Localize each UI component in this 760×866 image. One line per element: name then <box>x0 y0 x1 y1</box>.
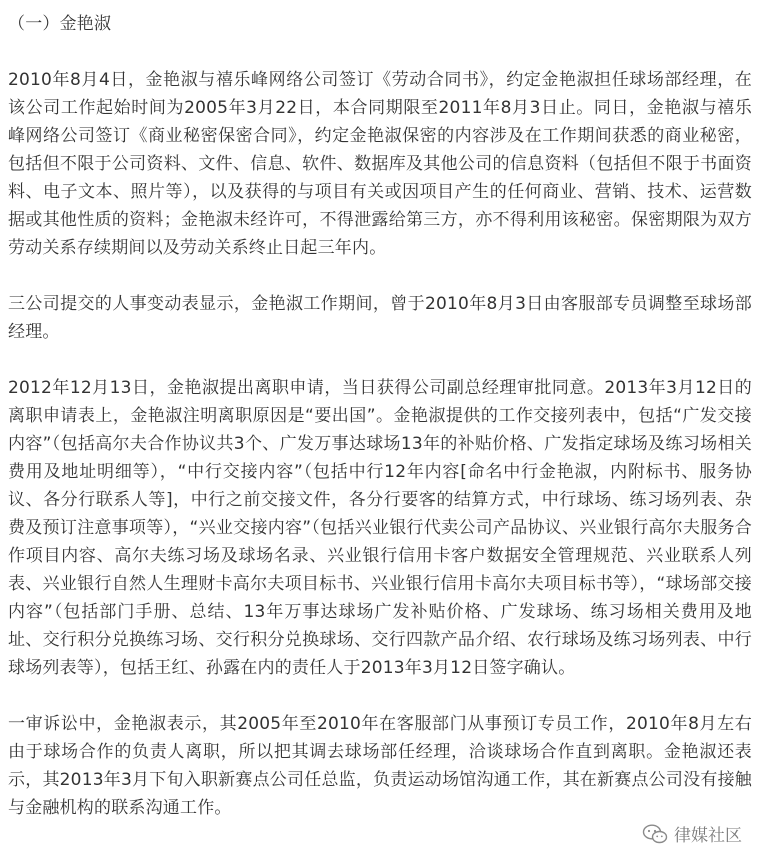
watermark <box>638 819 746 848</box>
article-body <box>8 10 752 822</box>
section-heading: （一）金艳淑 <box>8 14 112 34</box>
paragraph-first-instance: 一审诉讼中，金艳淑表示，其2005年至2010年在客服部门从事预订专员工作，2010年8月左右由于球场合作的负责人离职，所以把其调去球场部任经理，洽谈球场合作直到离职。金艳淑还表示，其2013年3月下旬入职新赛点公司任总监，负责运动场馆沟通工作，其在新赛点公司没有接触与金融机构的联系沟通工作。 <box>8 714 752 818</box>
paragraph-contract: 2010年8月4日，金艳淑与禧乐峰网络公司签订《劳动合同书》，约定金艳淑担任球场部经理，在该公司工作起始时间为2005年3月22日，本合同期限至2011年8月3日止。同日，金艳淑与禧乐峰网络公司签订《商业秘密保密合同》，约定金艳淑保密的内容涉及在工作期间获悉的商业秘密，包括但不限于公司资料、文件、信息、软件、数据库及其他公司的信息资料（包括但不限于书面资料、电子文本、照片等），以及获得的与项目有关或因项目产生的任何商业、营销、技术、运营数据或其他性质的资料；金艳淑未经许可，不得泄露给第三方，亦不得利用该秘密。保密期限为双方劳动关系存续期间以及劳动关系终止日起三年内。 <box>8 70 752 258</box>
paragraph-resignation: 2012年12月13日，金艳淑提出离职申请，当日获得公司副总经理审批同意。2013年3月12日的离职申请表上，金艳淑注明离职原因是“要出国”。金艳淑提供的工作交接列表中，包括“广发交接内容”（包括高尔夫合作协议共3个、广发万事达球场13年的补贴价格、广发指定球场及练习场相关费用及地址明细等），“中行交接内容”（包括中行12年内容[命名中行金艳淑，内附标书、服务协议、各分行联系人等]，中行之前交接文件，各分行要客的结算方式，中行球场、练习场列表、杂费及预订注意事项等），“兴业交接内容”（包括兴业银行代卖公司产品协议、兴业银行高尔夫服务合作项目内容、高尔夫练习场及球场名录、兴业银行信用卡客户数据安全管理规范、兴业联系人列表、兴业银行自然人生理财卡高尔夫项目标书、兴业银行信用卡高尔夫项目标书等），“球场部交接内容”（包括部门手册、总结、13年万事达球场广发补贴价格、广发球场、练习场相关费用及地址、交行积分兑换练习场、交行积分兑换球场、交行四款产品介绍、农行球场及练习场列表、中行球场列表等），包括王红、孙露在内的责任人于2013年3月12日签字确认。 <box>8 378 752 678</box>
wechat-icon <box>642 824 668 844</box>
paragraph-personnel-change: 三公司提交的人事变动表显示，金艳淑工作期间，曾于2010年8月3日由客服部专员调整至球场部经理。 <box>8 294 752 342</box>
watermark-text: 律媒社区 <box>674 826 742 846</box>
